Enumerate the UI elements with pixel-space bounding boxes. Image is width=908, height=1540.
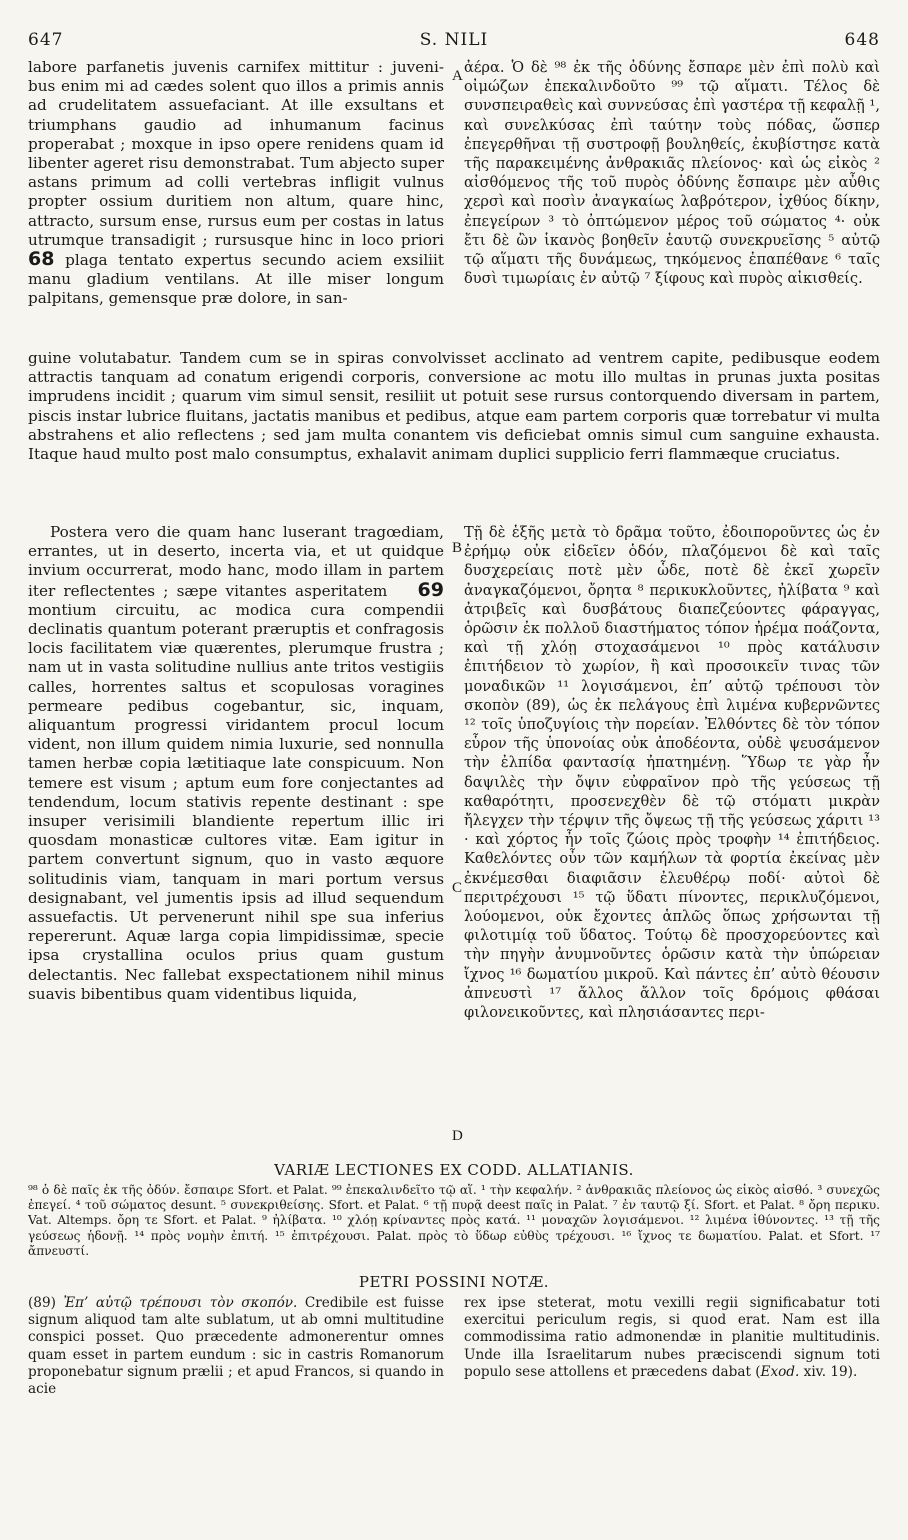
note-text-left: Credibile est fuisse signum aliquod tam alte sublatum, ut ab omni multitudine conspici posset. Quo præcedente admonerentur omnes quam esset in partem eundum : sic in castris Romanorum proponebatur signum prælii ; et apud Francos, si quando in acie bbox=[28, 1295, 445, 1398]
section-marker-69: 69 bbox=[417, 578, 444, 601]
running-title: S. NILI bbox=[419, 30, 489, 50]
latin-text-b: Postera vero die quam hanc luserant tragœdiam, errantes, ut in deserto, incerta via, et ut quidque invium occurrerat, modo hanc, modo illam in partem iter reflectentes ; sæpe vitantes asperitatem bbox=[28, 523, 444, 600]
latin-text-b-cont: montium circuitu, ac modica cura compendii declinatis quantum poterant præruptis et confragosis locis facilitatem viæ quærentes, plerumque frustra ; nam ut in vasta solitudine nullius ante tritos vestigiis calles, horrentes saltus et scopulosas voragines permeare pedibus cogebantur, sic, inquam, aliquantum progressi viridantem procul locum vident, non illum quidem nimia luxurie, sed nonnulla tamen herbæ copia lætitiaque late conspicuum. Non temere est visum ; aptum eum fore conjectantes ad tendendum, locum stativis repente destinant : spe insuper verisimili blandiente repertum illic iri quosdam monasticæ cultores vitæ. Eam igitur in partem convertunt signum, quo in vasto æquore solitudinis viam, tanquam in mari portum versus designabant, vel jumentis ipsis ad illud sequendum assuefactis. Ut pervenerunt nihil spe sua inferius repererunt. Aquæ larga copia limpidissimæ, specie ipsa crystallina oculos prius quam gustum delectantis. Nec fallebat exspectationem nihil minus suavis bibentibus quam videntibus liquida, bbox=[28, 600, 444, 1003]
column-letter-a: A bbox=[452, 68, 463, 84]
full-width-paragraph: guine volutabatur. Tandem cum se in spiras convolvisset acclinato ad ventrem capite, pedibusque eodem attractis tanquam ad conatum erigendi corporis, conversione ac motu illo multas in prunas juxta positas imprudens incidit ; quarum vim simul sensit, resiliit ut potuit sese rursus contorquendo diversam in partem, piscis instar lubrice fluitans, jactatis manibus et pedibus, atque eam partem corporis quæ torrebatur vi multa abstrahens et alio reflectens ; sed jam multa conantem vis deficiebat omnis simul cum sanguine exhausta. Itaque haud multo post malo consumptus, exhalavit animam duplici supplicio ferri flammæque cruciatus. bbox=[28, 349, 880, 464]
page bbox=[28, 30, 880, 1398]
notae-right-column bbox=[464, 1295, 880, 1398]
greek-text-a: ἀέρα. Ὁ δὲ ⁹⁸ ἐκ τῆς ὀδύνης ἔσπαρε μὲν ἐπὶ πολὺ καὶ οἰμώζων ἐπεκαλινδοῦτο ⁹⁹ τῷ αἵματι. Τέλος δὲ συνσπειραθεὶς καὶ συννεύσας ἐπὶ γαστέρα τῇ κεφαλῇ ¹, καὶ συνελκύσας ἐπὶ ταύτην τοὺς πόδας, ὥσπερ ἐπεγερθῆναι τῇ συστροφῇ βουληθείς, ἐκυβίστησε κατὰ τῆς παρακειμένης ἀνθρακιᾶς πλείονος· καὶ ὡς εἰκὸς ² αἰσθόμενος τῆς τοῦ πυρὸς ὀδύνης ἔσπαιρε μὲν αὖθις χερσὶ καὶ ποσὶν ἀναγκαίως λαβρότερον, ἰχθύος δίκην, ἐπεγείρων ³ τὸ ὀπτώμενον μέρος τοῦ σώματος ⁴· οὐκ ἔτι δὲ ὢν ἱκανὸς βοηθεῖν ἑαυτῷ συνεκρυεῖσης ⁵ αὐτῷ τῷ αἵματι τῆς δυνάμεως, τηκόμενος ἐπαπέθανε ⁶ ταῖς δυσὶ τιμωρίαις ἐν αὐτῷ ⁷ ξίφους καὶ πυρὸς αἰκισθείς. bbox=[464, 59, 880, 288]
latin-column-a bbox=[28, 58, 444, 347]
greek-text-b: Τῇ δὲ ἑξῆς μετὰ τὸ δρᾶμα τοῦτο, ἐδοιποροῦντες ὡς ἐν ἐρήμῳ οὐκ εἰδεῖεν ὁδόν, πλαζόμενοι δὲ καὶ ταῖς δυσχερείαις ποτὲ μὲν ὧδε, ποτὲ δὲ ἐκεῖ χωρεῖν ἀναγκαζόμενοι, ὄρητα ⁸ περικυκλοῦντες, ἠλίβατα ⁹ καὶ ἀτριβεῖς καὶ δυσβάτους διαπεζεύοντες φάραγγας, ὁρῶσιν ἐκ πολλοῦ διαστήματος τόπον ἠρέμα ποάζοντα, καὶ τῇ χλόῃ στοχασάμενοι ¹⁰ πρὸς κατάλυσιν ἐπιτήδειον τὸ χωρίον, ἢ καὶ προσοικεῖν τινας τῶν μοναδικῶν ¹¹ λογισάμενοι, ἐπ’ αὐτῷ τρέπουσι τὸν σκοπὸν (89), ὡς ἐκ πελάγους ἐπὶ λιμένα κυβερνῶντες ¹² τοῖς ὑποζυγίοις τὴν πορείαν. Ἐλθόντες δὲ τὸν τόπον εὗρον τῆς ὑπονοίας οὐκ ἀποδέοντα, οὐδὲ ψευσάμενον τὴν ἐλπίδα φαντασίᾳ ἠπατημένῃ. Ὕδωρ τε γὰρ ἦν δαψιλὲς τὴν ὄψιν εὐφραῖνον πρὸ τῆς γεύσεως τῇ καθαρότητι, προσενεχθὲν δὲ τῷ στόματι μικρὰν ἤλεγχεν τὴν τέρψιν τῆς ὄψεως τῇ τῆς γεύσεως χάριτι ¹³ · καὶ χόρτος ἦν τοῖς ζώοις πρὸς τροφὴν ¹⁴ ἐπιτήδειος. Καθελόντες οὖν τῶν καμήλων τὰ φορτία ἐκείνας μὲν ἐκνέμεσθαι διαφιᾶσιν ἐλευθέρῳ ποδί· αὐτοὶ δὲ περιτρέχουσι ¹⁵ τῷ ὕδατι πίνοντες, περικλυζόμενοι, λούομενοι, οὐκ ἔχοντες ἁπλῶς ὅπως χρήσωνται τῇ φιλοτιμίᾳ τοῦ ὕδατος. Τούτῳ δὲ προσχορεύοντες καὶ τὴν πηγὴν ἀνυμνοῦντες ὁρῶσιν κατὰ τὴν ὑπώρειαν ἴχνος ¹⁶ δωματίου μικροῦ. Καὶ πάντες ἐπ’ αὐτὸ θέουσιν ἀπνευστὶ ¹⁷ ἄλλος ἄλλον τοῖς δρόμοις φθάσαι φιλονεικοῦντες, καὶ πλησιάσαντες περι- bbox=[464, 524, 880, 1022]
note-text-right-end: xiv. 19). bbox=[803, 1363, 858, 1380]
page-header bbox=[28, 30, 880, 58]
latin-text-a: labore parfanetis juvenis carnifex mittitur : juveni- bus enim mi ad cædes solent quo illos a primis annis ad crudelitatem assuefaciant. At ille exsultans et triumphans gaudio ad inhumanum facinus properabat ; moxque in ipso opere renidens quam id libenter ageret risu demonstrabat. Tum abjecto super astans primum ad colli vertebras infligit vulnus propter ossium duritiem non altum, quare hinc, attracto, sursum ense, rursus eum per costas in latus utrumque transadigit ; rursusque hinc in loco priori bbox=[28, 58, 444, 249]
note-text-right: rex ipse steterat, motu vexilli regii significabatur toti exercitui periculum regis, si quod erat. Nam est illa commodissima ratio admonendæ in planitie multitudinis. Unde illa Israelitarum nubes præciscendi signum toti populo sese attollens et præcedens dabat ( bbox=[464, 1295, 880, 1380]
variae-lectiones-text: ⁹⁸ ὁ δὲ παῖς ἐκ τῆς ὀδύν. ἔσπαιρε Sfort. et Palat. ⁹⁹ ἐπεκαλινδεῖτο τῷ αἵ. ¹ τὴν κεφαλήν. ² ἀνθρακιᾶς πλείονος ὡς εἰκὸς αἰσθό. ³ συνεχῶς ἐπεγεί. ⁴ τοῦ σώματος desunt. ⁵ συνεκριθείσης. Sfort. et Palat. ⁶ τῇ πυρᾷ deest παῖς in Palat. ⁷ ἐν ταυτῷ ξί. Sfort. et Palat. ⁸ ὄρη περικυ. Vat. Altemps. ὄρη τε Sfort. et Palat. ⁹ ἠλίβατα. ¹⁰ χλόῃ κρίναντες πρὸς κατά. ¹¹ μοναχῶν λογισάμενοι. ¹² λιμένα ἰθύνοντες. ¹³ τῇ τῆς γεύσεως ἡδονῇ. ¹⁴ πρὸς νομὴν ἐπιτή. ¹⁵ ἐπιτρέχουσι. Palat. πρὸς τὸ ὕδωρ εὐθὺς τρέχουσι. ¹⁶ ἴχνος τε δωματίου. Palat. et Sfort. ¹⁷ ἄπνευστί. bbox=[28, 1183, 880, 1258]
greek-column-b bbox=[464, 523, 880, 1155]
block-b bbox=[28, 523, 880, 1155]
column-letter-b: B bbox=[452, 540, 463, 556]
note-number: (89) bbox=[28, 1295, 56, 1312]
greek-column-a bbox=[464, 58, 880, 347]
page-number-left: 647 bbox=[28, 30, 64, 50]
variae-lectiones-heading: VARIÆ LECTIONES EX CODD. ALLATIANIS. bbox=[274, 1161, 634, 1179]
page-number-right: 648 bbox=[844, 30, 880, 50]
note-lemma: Ἐπ’ αὐτῷ τρέπουσι τὸν σκοπόν. bbox=[63, 1295, 298, 1312]
column-letter-c: C bbox=[452, 880, 463, 896]
notae-block bbox=[28, 1295, 880, 1398]
latin-column-b bbox=[28, 523, 444, 1155]
block-a bbox=[28, 58, 880, 347]
latin-text-a-cont: plaga tentato expertus secundo aciem exsiliit manu gladium ventilans. At ille miser longum palpitans, gemensque præ dolore, in san- bbox=[28, 251, 445, 308]
notae-left-column bbox=[28, 1295, 444, 1398]
note-reference: Exod. bbox=[760, 1363, 800, 1380]
column-letter-d: D bbox=[452, 1128, 463, 1144]
notae-heading: PETRI POSSINI NOTÆ. bbox=[358, 1273, 550, 1292]
section-marker-68: 68 bbox=[28, 248, 55, 271]
